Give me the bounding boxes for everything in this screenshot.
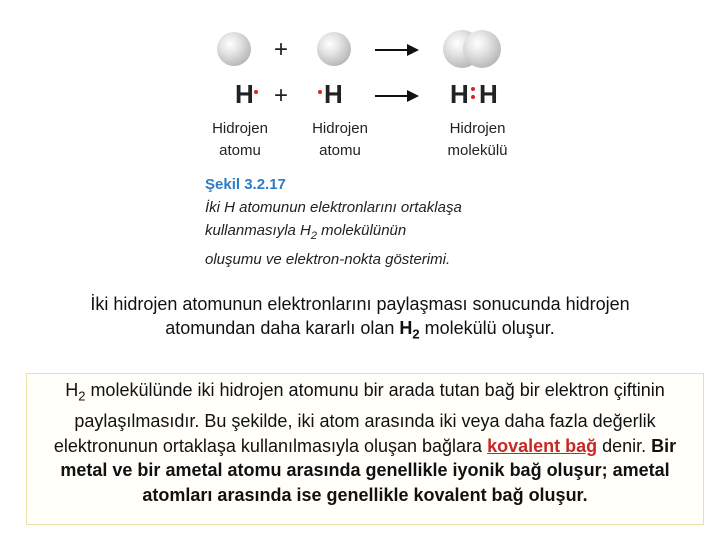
h-symbol-2: H: [324, 79, 343, 109]
electron-dot-1: [254, 90, 258, 94]
figure-title: Şekil 3.2.17: [205, 176, 286, 193]
reaction-arrow-2: [375, 95, 417, 97]
kovalent-bag-term: kovalent bağ: [487, 435, 598, 456]
label-hydrogen-molecule: Hidrojen molekülü: [447, 120, 508, 159]
plus-sign-1: +: [274, 36, 289, 63]
shared-electron-dot-2: [471, 95, 475, 99]
h-symbol-1: H: [235, 79, 254, 109]
explanation-box: $H_2$ molekülünde iki hidrojen atomunu bir arada tutan bağ bir elektron çiftinin paylaşılmasıdır. Bu şekilde, iki atom arasında iki veya daha fazla değerlik elektronunun ortaklaşa kullanılmasıyla oluşan bağlara kovalent bağ denir. Bir metal ve bir ametal atomu arasında genellikle iyonik bağ oluşur; ametal atomları arasında ise genellikle kovalent bağ oluşur.: [26, 373, 704, 525]
h-symbol-box: H: [65, 380, 79, 400]
h-symbol-3: H: [450, 79, 469, 109]
intro-paragraph: İki hidrojen atomunun elektronlarını paylaşması sonucunda hidrojen atomundan daha kararlı olan $H_2$ molekülü oluşur.: [90, 294, 630, 342]
label-hydrogen-atom-1: Hidrojen atomu: [212, 120, 268, 159]
figure-caption: İki H atomunun elektronlarını ortaklaşa kullanmasıyla $H_2$ molekülünün oluşumu ve elektron-nokta gösterimi.: [205, 199, 462, 268]
hydrogen-atom-sphere-1: [217, 32, 251, 66]
label-hydrogen-atom-2: Hidrojen atomu: [312, 120, 368, 159]
reaction-arrow-1: [375, 49, 417, 51]
plus-sign-2: +: [274, 82, 289, 109]
molecule-sphere-right: [463, 30, 501, 68]
ionic-covalent-statement: Bir metal ve bir ametal atomu arasında genellikle iyonik bağ oluşur; ametal atomları arasında ise genellikle kovalent bağ oluşur.: [60, 435, 677, 505]
hydrogen-atom-sphere-2: [317, 32, 351, 66]
h-symbol-4: H: [479, 79, 498, 109]
electron-dot-2: [318, 90, 322, 94]
shared-electron-dot-1: [471, 87, 475, 91]
